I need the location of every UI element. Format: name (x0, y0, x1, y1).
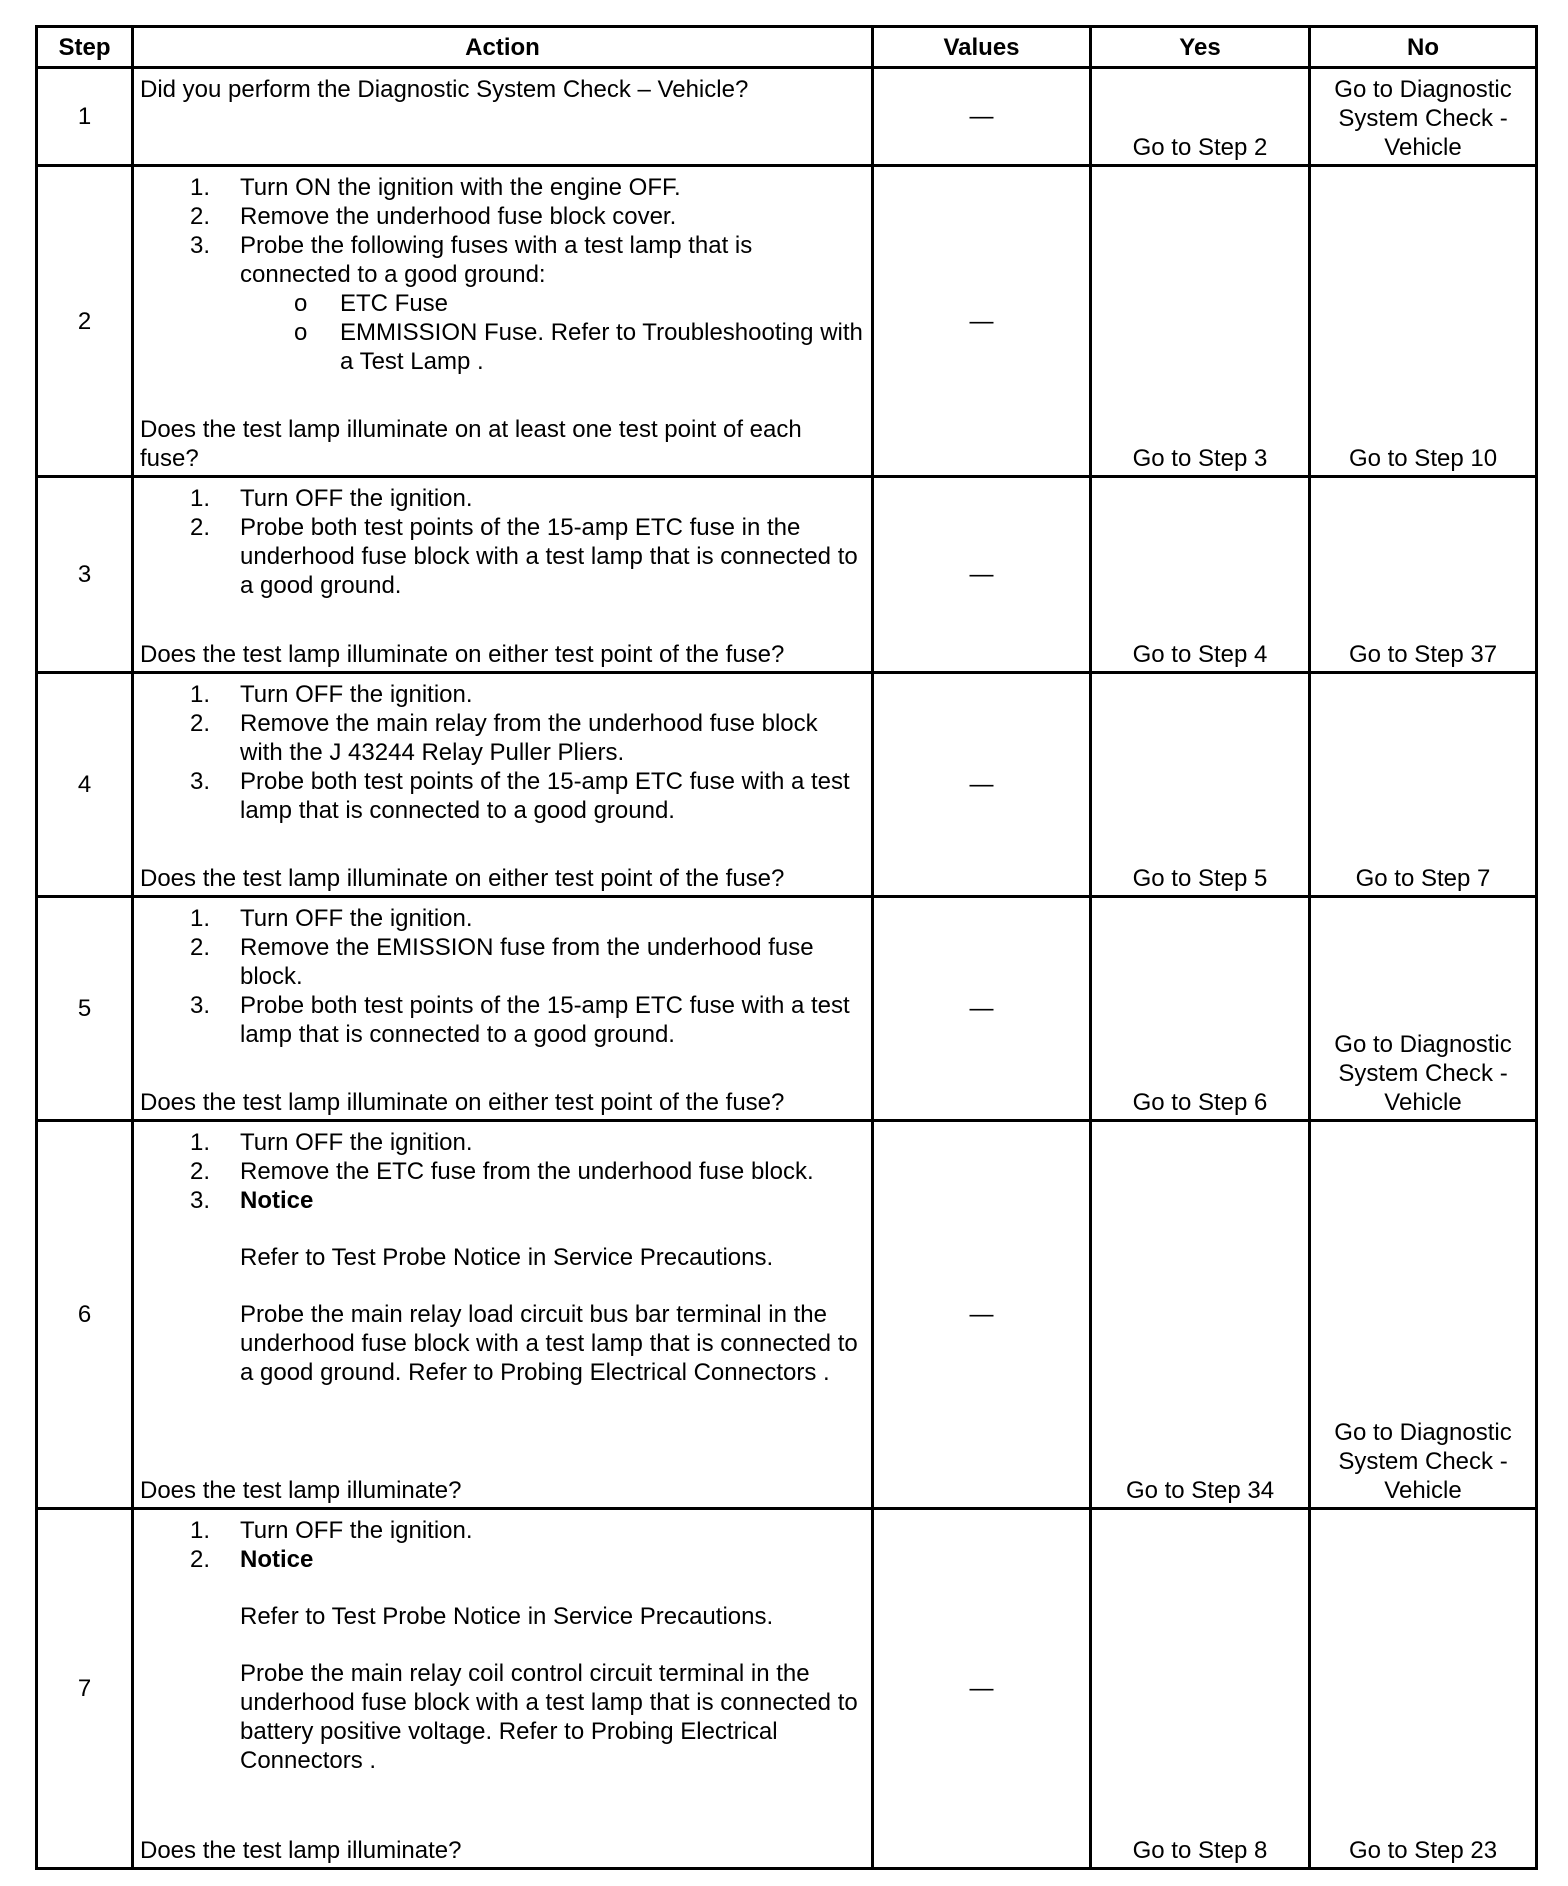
step-text: Probe both test points of the 15-amp ETC fuse with a test lamp that is connected to a good ground. (240, 768, 850, 824)
value-cell: — (873, 897, 1091, 1121)
step-text: Turn OFF the ignition. (240, 1517, 473, 1544)
step-text: Turn OFF the ignition. (240, 681, 473, 708)
header-values: Values (873, 27, 1091, 68)
question: Does the test lamp illuminate? (140, 1837, 462, 1864)
table-row (37, 897, 1537, 1121)
list-item: 2. Remove the main relay from the underhood fuse block with the J 43244 Relay Puller Pliers. (190, 710, 818, 766)
header-step: Step (37, 27, 133, 68)
table-row (37, 477, 1537, 673)
step-text: Probe both test points of the 15-amp ETC fuse with a test lamp that is connected to a good ground. (240, 992, 850, 1048)
header-row (37, 27, 1537, 68)
question: Does the test lamp illuminate on either test point of the fuse? (140, 865, 785, 892)
no-cell (1310, 1121, 1537, 1509)
table-row (37, 1121, 1537, 1509)
no-link[interactable]: Go to Step 37 (1348, 641, 1498, 668)
notice-label: Notice (240, 1187, 314, 1214)
sub-text: ETC Fuse (340, 290, 449, 317)
step-number: 5 (37, 897, 133, 1121)
step-text: Probe both test points of the 15-amp ETC fuse in the underhood fuse block with a test lamp that is connected to a good ground. (240, 514, 858, 599)
value-cell: — (873, 166, 1091, 477)
list-item: 3. Probe both test points of the 15-amp ETC fuse with a test lamp that is connected to a good ground. (190, 992, 850, 1048)
step-number: 4 (37, 673, 133, 897)
yes-cell (1091, 897, 1310, 1121)
sub-item: o ETC Fuse (294, 290, 449, 317)
notice-text: Refer to Test Probe Notice in Service Precautions. (240, 1603, 774, 1630)
question: Does the test lamp illuminate on either test point of the fuse? (140, 1089, 785, 1116)
list-item: 1. Turn OFF the ignition. (190, 1517, 473, 1544)
question: Does the test lamp illuminate on either test point of the fuse? (140, 641, 785, 668)
step-text: Turn ON the ignition with the engine OFF. (240, 174, 681, 201)
step-number: 6 (37, 1121, 133, 1509)
notice-label: Notice (240, 1546, 314, 1573)
action-cell (133, 1121, 873, 1509)
header-action: Action (133, 27, 873, 68)
question: Does the test lamp illuminate? (140, 1477, 462, 1504)
yes-cell (1091, 68, 1310, 166)
list-item: 3. Notice (190, 1187, 314, 1214)
question: Does the test lamp illuminate on at least one test point of each fuse? (140, 416, 802, 472)
step-text: Turn OFF the ignition. (240, 1129, 473, 1156)
list-item: 2. Notice (190, 1546, 314, 1573)
yes-cell (1091, 673, 1310, 897)
no-cell (1310, 1509, 1537, 1869)
action-cell (133, 68, 873, 166)
yes-link[interactable]: Go to Step 34 (1125, 1477, 1275, 1504)
diagnostic-table (35, 25, 1538, 1870)
no-cell (1310, 68, 1537, 166)
header-yes: Yes (1091, 27, 1310, 68)
action-cell (133, 897, 873, 1121)
list-item: 3. Probe both test points of the 15-amp ETC fuse with a test lamp that is connected to a good ground. (190, 768, 850, 824)
yes-link[interactable]: Go to Step 3 (1132, 445, 1268, 472)
step-text: Probe the following fuses with a test lamp that is connected to a good ground: (240, 232, 753, 288)
no-link[interactable]: Go to Diagnostic System Check - Vehicle (1334, 76, 1512, 161)
action-cell (133, 1509, 873, 1869)
yes-link[interactable]: Go to Step 6 (1132, 1089, 1268, 1116)
no-link[interactable]: Go to Diagnostic System Check - Vehicle (1334, 1031, 1512, 1116)
value-cell: — (873, 1509, 1091, 1869)
no-link[interactable]: Go to Diagnostic System Check - Vehicle (1334, 1419, 1512, 1504)
probe-text: Probe the main relay coil control circuit terminal in the underhood fuse block with a test lamp that is connected to battery positive voltage. Refer to Probing Electrical Connectors . (240, 1660, 858, 1774)
step-text: Turn OFF the ignition. (240, 905, 473, 932)
step-number: 1 (37, 68, 133, 166)
yes-link[interactable]: Go to Step 5 (1132, 865, 1268, 892)
list-item: 2. Remove the underhood fuse block cover. (190, 203, 677, 230)
yes-cell (1091, 477, 1310, 673)
action-cell (133, 166, 873, 477)
step-text: Remove the underhood fuse block cover. (240, 203, 677, 230)
list-item: 3. Probe the following fuses with a test lamp that is connected to a good ground: (190, 232, 753, 288)
yes-link[interactable]: Go to Step 8 (1132, 1837, 1268, 1864)
table-row (37, 166, 1537, 477)
value-cell: — (873, 1121, 1091, 1509)
probe-text: Probe the main relay load circuit bus bar terminal in the underhood fuse block with a test lamp that is connected to a good ground. Refer to Probing Electrical Connectors . (240, 1301, 858, 1386)
step-number: 2 (37, 166, 133, 477)
no-link[interactable]: Go to Step 7 (1355, 865, 1491, 892)
table-row (37, 68, 1537, 166)
no-cell (1310, 477, 1537, 673)
list-item: 2. Probe both test points of the 15-amp ETC fuse in the underhood fuse block with a test lamp that is connected to a good ground. (190, 514, 858, 599)
step-text: Turn OFF the ignition. (240, 485, 473, 512)
notice-text: Refer to Test Probe Notice in Service Precautions. (240, 1244, 774, 1271)
list-item: 2. Remove the EMISSION fuse from the underhood fuse block. (190, 934, 814, 990)
yes-cell (1091, 1121, 1310, 1509)
list-item: 1. Turn ON the ignition with the engine OFF. (190, 174, 681, 201)
no-link[interactable]: Go to Step 23 (1348, 1837, 1498, 1864)
sub-text: EMMISSION Fuse. Refer to Troubleshooting with a Test Lamp . (340, 319, 863, 375)
yes-cell (1091, 1509, 1310, 1869)
list-item: 1. Turn OFF the ignition. (190, 681, 473, 708)
step-number: 7 (37, 1509, 133, 1869)
no-cell (1310, 897, 1537, 1121)
yes-link[interactable]: Go to Step 2 (1132, 134, 1268, 161)
step-number: 3 (37, 477, 133, 673)
step-text: Remove the main relay from the underhood fuse block with the J 43244 Relay Puller Pliers. (240, 710, 818, 766)
step-text: Remove the ETC fuse from the underhood fuse block. (240, 1158, 814, 1185)
no-cell (1310, 166, 1537, 477)
table-row (37, 673, 1537, 897)
action-cell (133, 673, 873, 897)
list-item: 2. Remove the ETC fuse from the underhood fuse block. (190, 1158, 814, 1185)
question: Did you perform the Diagnostic System Check – Vehicle? (140, 76, 749, 103)
sub-item: o EMMISSION Fuse. Refer to Troubleshooting with a Test Lamp . (294, 319, 863, 375)
no-cell (1310, 673, 1537, 897)
table-row (37, 1509, 1537, 1869)
list-item: 1. Turn OFF the ignition. (190, 905, 473, 932)
header-no: No (1310, 27, 1537, 68)
yes-cell (1091, 166, 1310, 477)
value-cell: — (873, 673, 1091, 897)
list-item: 1. Turn OFF the ignition. (190, 485, 473, 512)
step-text: Remove the EMISSION fuse from the underhood fuse block. (240, 934, 814, 990)
action-cell (133, 477, 873, 673)
value-cell: — (873, 477, 1091, 673)
list-item: 1. Turn OFF the ignition. (190, 1129, 473, 1156)
yes-link[interactable]: Go to Step 4 (1132, 641, 1268, 668)
no-link[interactable]: Go to Step 10 (1348, 445, 1498, 472)
value-cell: — (873, 68, 1091, 166)
